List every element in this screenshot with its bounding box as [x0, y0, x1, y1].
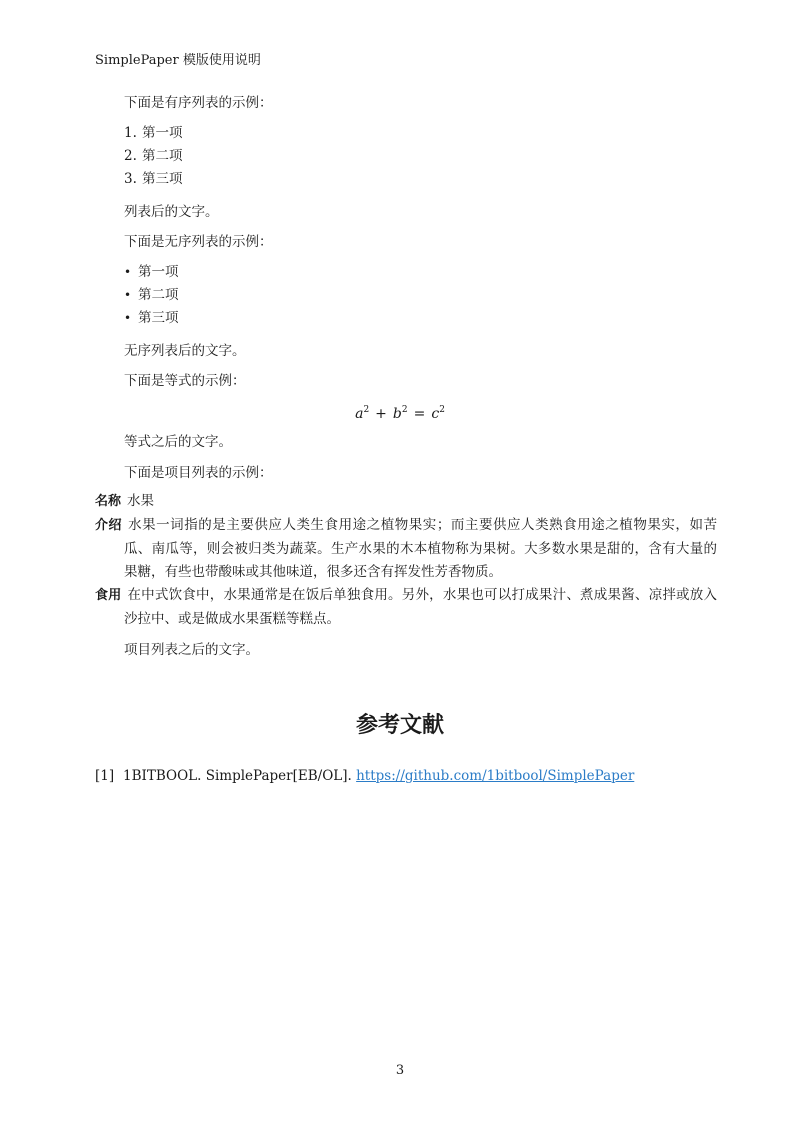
- description-text: 在中式饮食中，水果通常是在饭后单独食用。另外，水果也可以打成果汁、煮成果酱、凉拌或放入沙拉中、或是做成水果蛋糕等糕点。: [124, 587, 717, 627]
- unordered-list-item: [124, 263, 179, 281]
- equation-exp-a: 2: [363, 405, 370, 415]
- equation-plus: +: [375, 406, 387, 422]
- equation-var-c: c: [431, 406, 440, 422]
- after-equation-text: 等式之后的文字。: [124, 434, 232, 450]
- list-item-text: 第二项: [138, 287, 179, 303]
- bullet-icon: •: [124, 311, 132, 325]
- bullet-icon: •: [124, 265, 132, 279]
- description-text: 水果一词指的是主要供应人类生食用途之植物果实；而主要供应人类熟食用途之植物果实，如苦瓜、南瓜等，则会被归类为蔬菜。生产水果的木本植物称为果树。大多数水果是甜的，含有大量的果糖，有些也带酸味或其他味道，很多还含有挥发性芳香物质。: [124, 517, 717, 580]
- description-item: [95, 584, 717, 631]
- equation-intro: 下面是等式的示例：: [124, 373, 246, 389]
- unordered-list-item: [124, 309, 179, 327]
- list-item-text: 第三项: [138, 310, 179, 326]
- description-item: [95, 514, 717, 585]
- equation-exp-b: 2: [401, 405, 408, 415]
- equation-exp-c: 2: [439, 405, 445, 415]
- list-item-text: 第一项: [142, 125, 183, 141]
- description-term: 介绍: [95, 518, 123, 533]
- ordered-list-item: [124, 124, 183, 142]
- list-item-text: 第一项: [138, 264, 179, 280]
- reference-text: 1BITBOOL. SimplePaper[EB/OL].: [123, 768, 352, 784]
- description-item: [95, 490, 717, 514]
- reference-label: [1]: [95, 768, 115, 784]
- page-number: 3: [395, 1063, 405, 1078]
- description-term: 食用: [95, 588, 122, 603]
- ordered-list-item: [124, 147, 183, 165]
- reference-link[interactable]: https://github.com/1bitbool/SimplePaper: [356, 768, 635, 784]
- unordered-list-item: [124, 286, 179, 304]
- equation-var-b: b: [392, 406, 402, 422]
- list-item-text: 第三项: [142, 171, 183, 187]
- ordered-list-intro: 下面是有序列表的示例：: [124, 95, 273, 111]
- equation-var-a: a: [355, 406, 364, 422]
- after-ordered-text: 列表后的文字。: [124, 204, 219, 220]
- display-equation: [0, 401, 800, 423]
- running-head: SimplePaper 模版使用说明: [95, 53, 261, 68]
- after-description-text: 项目列表之后的文字。: [124, 642, 259, 658]
- after-unordered-text: 无序列表后的文字。: [124, 343, 246, 359]
- description-term: 名称: [95, 494, 122, 509]
- list-marker: 2.: [124, 148, 137, 164]
- description-text: 水果: [127, 493, 155, 509]
- description-list-intro: 下面是项目列表的示例：: [124, 465, 273, 481]
- bullet-icon: •: [124, 288, 132, 302]
- unordered-list-intro: 下面是无序列表的示例：: [124, 234, 273, 250]
- references-heading: 参考文献: [355, 712, 444, 738]
- list-marker: 3.: [124, 171, 137, 187]
- equation-equals: =: [413, 406, 426, 422]
- ordered-list-item: [124, 170, 183, 188]
- list-marker: 1.: [124, 125, 137, 141]
- list-item-text: 第二项: [142, 148, 183, 164]
- reference-entry: [95, 767, 634, 785]
